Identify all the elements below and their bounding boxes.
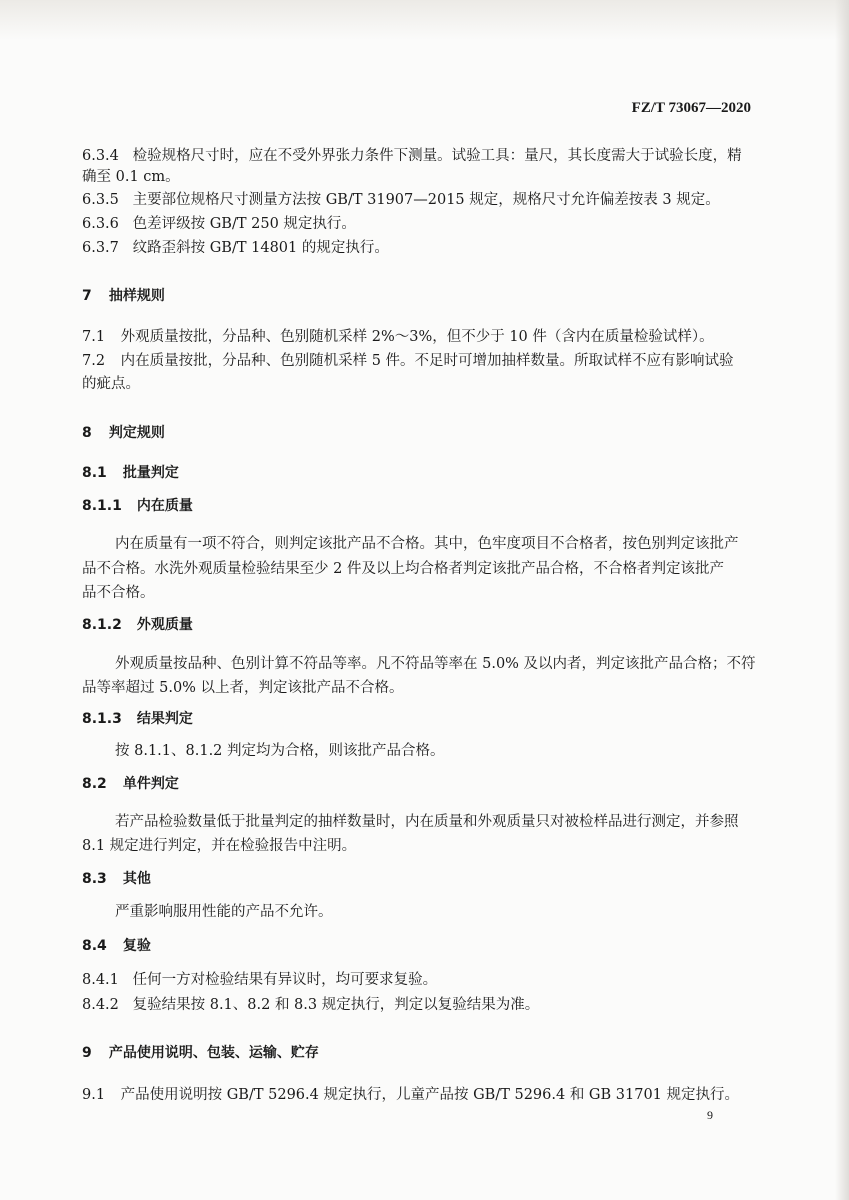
clause-number: 8.4.1 [82, 972, 119, 988]
clause-number: 8.1.2 [82, 617, 122, 633]
clause-8-2-heading [82, 770, 750, 799]
section-9-heading [82, 1039, 750, 1068]
clause-number: 9.1 [82, 1087, 106, 1103]
clause-number: 8.1.1 [82, 498, 122, 514]
section-number: 9 [82, 1045, 92, 1061]
clause-title: 结果判定 [136, 711, 193, 727]
standard-code-header: FZ/T 73067—2020 [631, 100, 751, 116]
clause-number: 7.1 [82, 329, 106, 345]
clause-8-1-heading [82, 459, 750, 488]
clause-title: 批量判定 [122, 465, 179, 481]
clause-8-3-heading [82, 865, 750, 894]
clause-8-1-1-para-line2: 品不合格。水洗外观质量检验结果至少 2 件及以上均合格者判定该批产品合格，不合格者判定该批产 [82, 561, 724, 577]
clause-title: 内在质量 [136, 498, 193, 514]
clause-8-1-2-para-line1: 外观质量按品种、色别计算不符品等率。凡不符品等率在 5.0% 及以内者，判定该批产品合格；不符 [115, 656, 756, 672]
section-number: 7 [82, 288, 92, 304]
clause-number: 8.1 [82, 465, 107, 481]
scan-top-shadow [0, 0, 849, 40]
clause-text: 检验规格尺寸时，应在不受外界张力条件下测量。试验工具：量尺，其长度需大于试验长度，精 [132, 148, 742, 164]
clause-text: 主要部位规格尺寸测量方法按 GB/T 31907—2015 规定，规格尺寸允许偏差按表 3 规定。 [132, 192, 720, 208]
page-number: 9 [707, 1108, 713, 1122]
clause-8-4-2 [82, 991, 750, 1020]
clause-text: 任何一方对检验结果有异议时，均可要求复验。 [132, 972, 438, 988]
clause-6-3-4-cont: 确至 0.1 cm。 [82, 169, 180, 185]
section-7-heading [82, 282, 750, 311]
clause-8-1-1-heading [82, 492, 750, 521]
clause-8-1-3-para: 按 8.1.1、8.1.2 判定均为合格，则该批产品合格。 [115, 743, 445, 759]
clause-8-1-1-para-line3: 品不合格。 [82, 585, 155, 601]
clause-title: 其他 [122, 871, 151, 887]
clause-number: 7.2 [82, 353, 106, 369]
clause-text: 色差评级按 GB/T 250 规定执行。 [132, 216, 356, 232]
clause-text: 外观质量按批，分品种、色别随机采样 2%～3%，但不少于 10 件（含内在质量检验试样）。 [120, 329, 714, 345]
clause-7-2 [82, 347, 750, 376]
clause-8-1-2-para-line2: 品等率超过 5.0% 以上者，判定该批产品不合格。 [82, 680, 404, 696]
clause-title: 外观质量 [136, 617, 193, 633]
clause-8-1-1-para-line1: 内在质量有一项不符合，则判定该批产品不合格。其中，色牢度项目不合格者，按色别判定该批产 [115, 536, 739, 552]
clause-number: 8.1.3 [82, 711, 122, 727]
clause-number: 8.2 [82, 776, 107, 792]
clause-title: 复验 [122, 938, 151, 954]
section-number: 8 [82, 425, 92, 441]
clause-number: 6.3.4 [82, 148, 119, 164]
clause-title: 单件判定 [122, 776, 179, 792]
section-title: 产品使用说明、包装、运输、贮存 [108, 1045, 319, 1061]
clause-text: 纹路歪斜按 GB/T 14801 的规定执行。 [132, 240, 389, 256]
clause-7-2-cont: 的疵点。 [82, 376, 140, 392]
clause-text: 产品使用说明按 GB/T 5296.4 规定执行，儿童产品按 GB/T 5296.4 和 GB 31701 规定执行。 [120, 1087, 740, 1103]
clause-number: 8.4.2 [82, 997, 119, 1013]
clause-8-1-2-heading [82, 611, 750, 640]
section-title: 判定规则 [108, 425, 165, 441]
clause-8-3-para: 严重影响服用性能的产品不允许。 [115, 904, 333, 920]
clause-8-2-para-line2: 8.1 规定进行判定，并在检验报告中注明。 [82, 838, 357, 854]
clause-number: 8.4 [82, 938, 107, 954]
clause-number: 6.3.7 [82, 240, 119, 256]
clause-8-2-para-line1: 若产品检验数量低于批量判定的抽样数量时，内在质量和外观质量只对被检样品进行测定，并参照 [115, 814, 739, 830]
clause-number: 8.3 [82, 871, 107, 887]
clause-6-3-7 [82, 234, 750, 263]
clause-9-1 [82, 1081, 750, 1110]
clause-text: 复验结果按 8.1、8.2 和 8.3 规定执行，判定以复验结果为准。 [132, 997, 540, 1013]
clause-8-1-3-heading [82, 705, 750, 734]
clause-text: 内在质量按批，分品种、色别随机采样 5 件。不足时可增加抽样数量。所取试样不应有影响试验 [120, 353, 734, 369]
clause-6-3-4 [82, 142, 750, 171]
clause-number: 6.3.5 [82, 192, 119, 208]
clause-8-4-heading [82, 932, 750, 961]
scan-right-shadow [835, 0, 849, 1200]
section-8-heading [82, 419, 750, 448]
clause-number: 6.3.6 [82, 216, 119, 232]
section-title: 抽样规则 [108, 288, 165, 304]
